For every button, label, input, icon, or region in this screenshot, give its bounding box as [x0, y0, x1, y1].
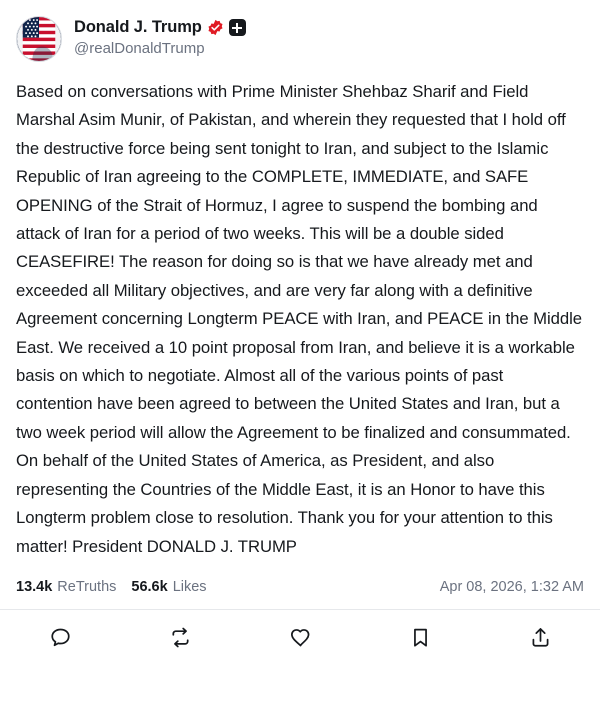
- share-button[interactable]: [496, 618, 584, 658]
- post-meta: [16, 579, 584, 595]
- post-action-bar: [0, 610, 600, 666]
- avatar[interactable]: [16, 16, 62, 62]
- engagement-stats: [16, 579, 217, 595]
- heart-icon: [289, 626, 312, 649]
- retruths-count[interactable]: 13.4k: [16, 578, 53, 595]
- avatar-american-flag-icon: [17, 17, 61, 61]
- comment-icon: [49, 626, 72, 649]
- post-body-text: Based on conversations with Prime Minister Shehbaz Sharif and Field Marshal Asim Munir, of Pakistan, and wherein they requested that I hold off the destructive force being sent tonight to Iran, and subject to the Islamic Republic of Iran agreeing to the COMPLETE, IMMEDIATE, and SAFE OPENING of the Strait of Hormuz, I agree to suspend the bombing and attack of Iran for a period of two weeks. This will be a double sided CEASEFIRE! The reason for doing so is that we have already met and exceeded all Military objectives, and are very far along with a definitive Agreement concerning Longterm PEACE with Iran, and PEACE in the Middle East. We received a 10 point proposal from Iran, and believe it is a workable basis on which to negotiate. Almost all of the various points of past contention have been agreed to between the United States and Iran, but a two week period will allow the Agreement to be finalized and consummated. On behalf of the United States of America, as President, and also representing the Countries of the Middle East, it is an Honor to have this Longterm problem close to resolution. Thank you for your attention to this matter! President DONALD J. TRUMP: [16, 82, 583, 556]
- author-handle[interactable]: @realDonaldTrump: [74, 40, 205, 57]
- post-header: [16, 16, 584, 62]
- reply-button[interactable]: [16, 618, 104, 658]
- bookmark-icon: [409, 626, 432, 649]
- bookmark-button[interactable]: [376, 618, 464, 658]
- like-button[interactable]: [256, 618, 344, 658]
- author-identity: [74, 16, 246, 57]
- verified-check-badge-icon: [207, 19, 224, 36]
- post-timestamp: Apr 08, 2026, 1:32 AM: [439, 578, 584, 595]
- likes-count[interactable]: 56.6k: [131, 578, 168, 595]
- author-name-row: [74, 18, 246, 37]
- share-upload-icon: [529, 626, 552, 649]
- retruths-label[interactable]: ReTruths: [57, 578, 117, 595]
- likes-label[interactable]: Likes: [172, 578, 207, 595]
- retruth-button[interactable]: [136, 618, 224, 658]
- plus-badge-icon: [229, 19, 246, 36]
- author-display-name[interactable]: Donald J. Trump: [74, 18, 202, 36]
- repeat-icon: [169, 626, 192, 649]
